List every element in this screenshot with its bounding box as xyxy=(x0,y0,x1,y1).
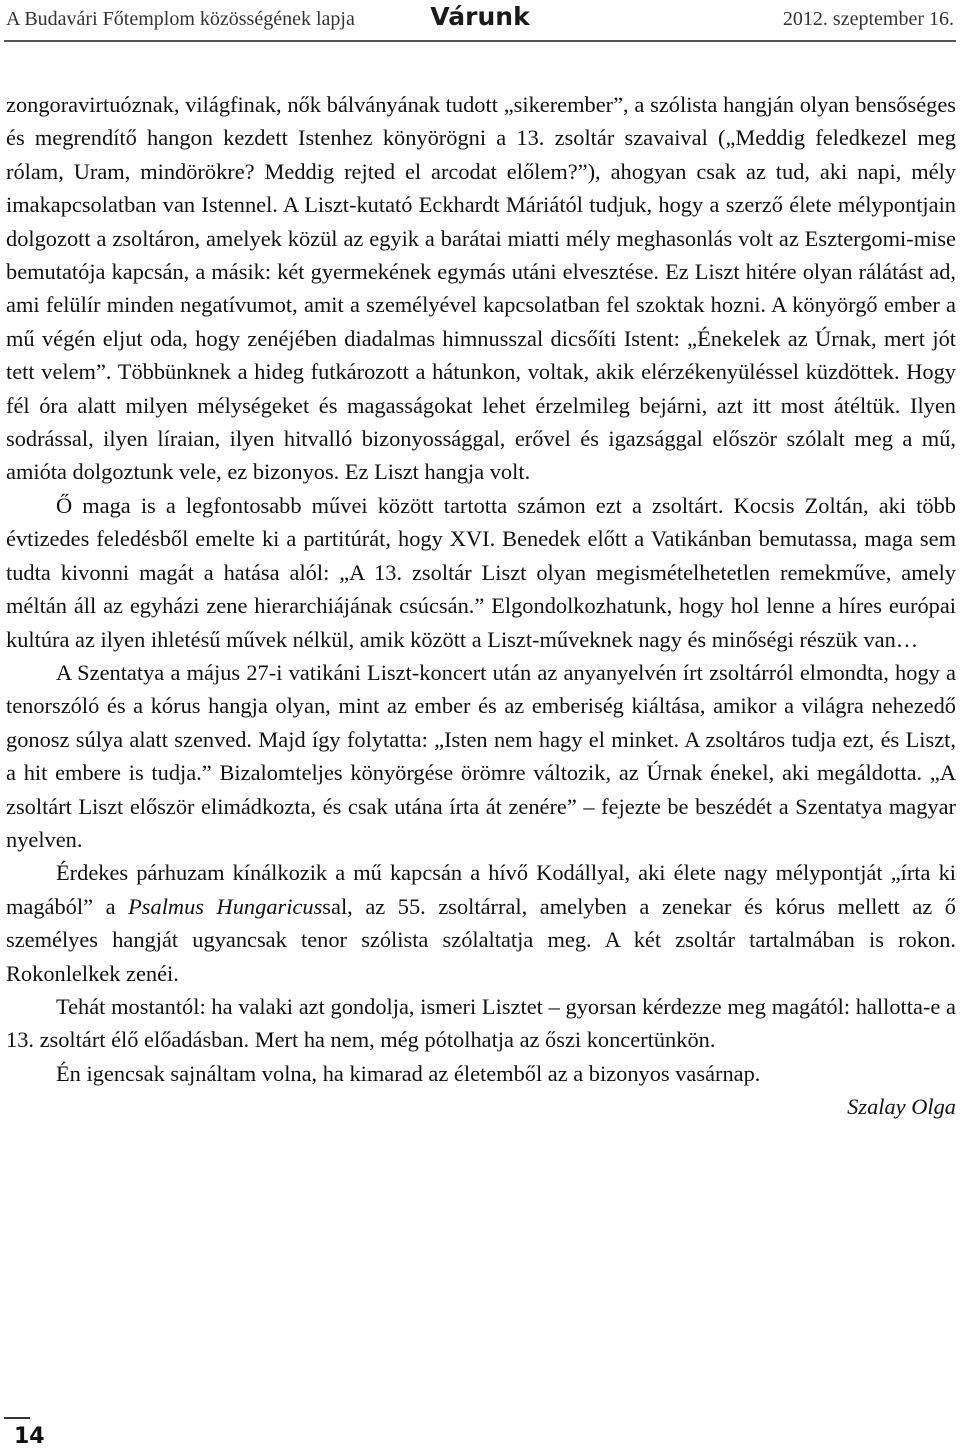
paragraph-4-start: Érdekes párhuzam kínálkozik a mű kapcsán a hívő Kodállyal, aki élete nagy mélypontját „írta ki magából” a xyxy=(6,860,956,919)
page-number: 14 xyxy=(14,1424,45,1449)
paragraph-5: Tehát mostantól: ha valaki azt gondolja, ismeri Lisztet – gyorsan kérdezze meg magától: hallotta-e a 13. zsoltárt élő előadásban. Mert ha nem, még pótolhatja az őszi koncertünkön. xyxy=(6,993,956,1053)
author-signature: Szalay Olga xyxy=(847,1094,956,1120)
paragraph-6: Én igencsak sajnáltam volna, ha kimarad az életemből az a bizonyos vasárnap. xyxy=(56,1060,761,1086)
header-divider xyxy=(4,40,956,42)
newsletter-title: Várunk xyxy=(430,2,530,31)
paragraph-1: zongoravirtuóznak, világfinak, nők bálványának tudott „sikerember”, a szólista hangján olyan bensőséges és megrendítő hangon kezdett Istenhez könyörögni a 13. zsoltár szavaival („Meddig feledkezel meg rólam, Uram, mindörökre? Meddig rejted el arcodat előlem?”), ahogyan csak az tud, aki napi, mély imakapcsolatban van Istennel. A Liszt-kutató Eckhardt Máriától tudjuk, hogy a szerző élete mélypontjain dolgozott a zsoltáron, amelyek közül az egyik a barátai miatti mély meghasonlás volt az Esztergomi-mise bemutatója kapcsán, a másik: két gyermekének egymás utáni elvesztése. Ez Liszt hitére olyan rálátást ad, ami felülír minden negatívumot, amit a személyével kapcsolatban fel szoktak hozni. A könyörgő ember a mű végén eljut oda, hogy zenéjében diadalmas himnusszal dicsőíti Istent: „Énekelek az Úrnak, mert jót tett velem”. Többünknek a hideg futkározott a hátunkon, voltak, akik elérzékenyüléssel küzdöttek. Hogy fél óra alatt milyen mélységeket és magasságokat lehet érzelmileg bejárni, azt itt most átéltük. Ilyen sodrással, ilyen líraian, ilyen hitvalló bizonyossággal, erővel és igazsággal először szólalt meg a mű, amióta dolgoztunk vele, ez bizonyos. Ez Liszt hangja volt. xyxy=(6,92,956,485)
paragraph-4-end: sal, az 55. zsoltárral, amelyben a zenekar és kórus mellett az ő személyes hangját ugyancsak tenor szólista szólaltatja meg. A két zsoltár tartalmában is rokon. Rokonlelkek zenéi. xyxy=(6,893,956,986)
work-title: Psalmus Hungaricus xyxy=(128,893,323,919)
issue-date: 2012. szeptember 16. xyxy=(782,8,954,30)
paragraph-4 xyxy=(6,856,956,990)
footer-divider xyxy=(4,1417,30,1419)
paragraph-2: Ő maga is a legfontosabb művei között tartotta számon ezt a zsoltárt. Kocsis Zoltán, aki több évtizedes feledésből emelte ki a partitúrát, hogy XVI. Benedek előtt a Vatikánban bemutassa, maga sem tudta kivonni magát a hatása alól: „A 13. zsoltár Liszt olyan megismételhetetlen remekműve, amely méltán áll az egyházi zene hierarchiájának csúcsán.” Elgondolkozhatunk, hogy hol lenne a híres európai kultúra az ilyen ihletésű művek nélkül, amik között a Liszt-műveknek nagy és minőségi részük van… xyxy=(6,492,956,652)
page-header xyxy=(0,0,960,40)
article-body xyxy=(6,88,956,1124)
publication-name: A Budavári Főtemplom közösségének lapja xyxy=(6,8,355,30)
paragraph-3: A Szentatya a május 27-i vatikáni Liszt-koncert után az anyanyelvén írt zsoltárról elmondta, hogy a tenorszóló és a kórus hangja olyan, mint az ember és az emberiség kiáltása, amikor a világra nehezedő gonosz súlya alatt szenved. Majd így folytatta: „Isten nem hagy el minket. A zsoltáros tudja ezt, és Liszt, a hit embere is tudja.” Bizalomteljes könyörgése örömre változik, az Úrnak énekel, aki megáldotta. „A zsoltárt Liszt először elimádkozta, és csak utána írta át zenére” – fejezte be beszédét a Szentatya magyar nyelven. xyxy=(6,659,956,852)
